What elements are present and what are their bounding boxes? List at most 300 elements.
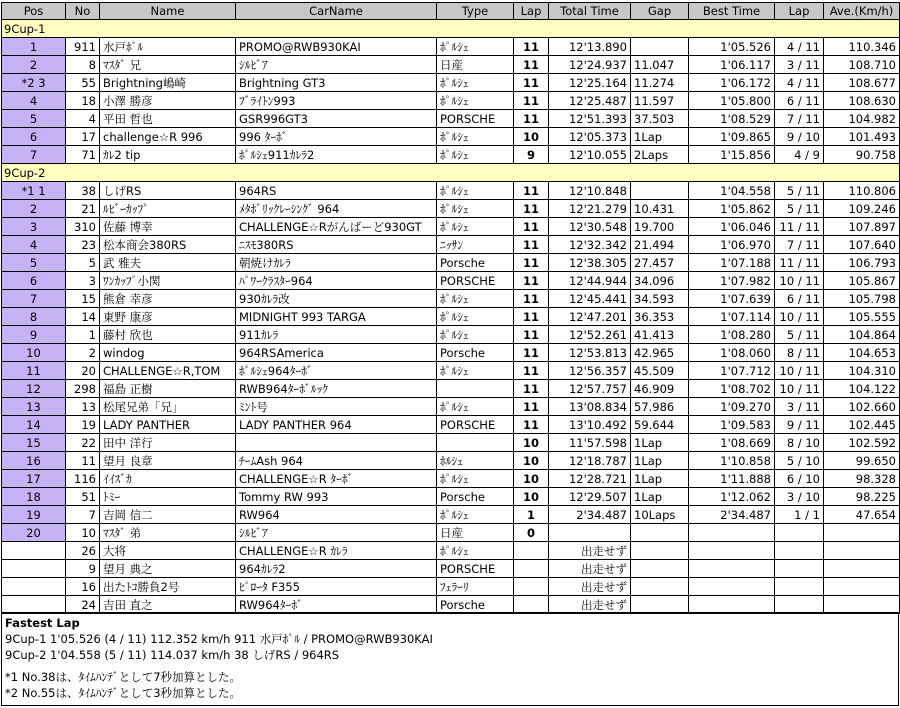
- table-row: [2, 272, 900, 290]
- col-header-ave-speed[interactable]: Ave.(Km/h): [824, 3, 900, 20]
- row-total-time: 出走せず: [549, 560, 631, 578]
- row-type: PORSCHE: [437, 416, 514, 434]
- row-no: 911: [66, 38, 100, 56]
- row-no: 11: [66, 452, 100, 470]
- row-carname: GSR996GT3: [236, 110, 437, 128]
- row-best-lap: 10 / 11: [775, 308, 824, 326]
- row-lap: [514, 578, 549, 596]
- row-no: 19: [66, 416, 100, 434]
- row-total-time: 出走せず: [549, 542, 631, 560]
- row-type: ﾎﾟﾙｼｪ: [437, 74, 514, 92]
- row-lap: 11: [514, 200, 549, 218]
- row-carname: ﾌﾞﾗｲﾄﾝ993: [236, 92, 437, 110]
- row-pos: 2: [2, 56, 66, 74]
- row-best-time: 1'05.800: [689, 92, 775, 110]
- row-ave-speed: [824, 560, 900, 578]
- row-pos: 16: [2, 452, 66, 470]
- row-best-time: 1'08.669: [689, 434, 775, 452]
- row-lap: 11: [514, 380, 549, 398]
- row-carname: LADY PANTHER 964: [236, 416, 437, 434]
- row-best-time: 1'05.862: [689, 200, 775, 218]
- row-total-time: 12'32.342: [549, 236, 631, 254]
- row-carname: 911ｶﾚﾗ: [236, 326, 437, 344]
- row-type: Porsche: [437, 344, 514, 362]
- row-type: Porsche: [437, 254, 514, 272]
- row-ave-speed: 106.793: [824, 254, 900, 272]
- row-total-time: 13'10.492: [549, 416, 631, 434]
- row-type: ﾎﾟﾙｼｪ: [437, 308, 514, 326]
- row-carname: Tommy RW 993: [236, 488, 437, 506]
- row-best-time: 1'08.280: [689, 326, 775, 344]
- row-total-time: 出走せず: [549, 596, 631, 614]
- row-best-time: 1'07.712: [689, 362, 775, 380]
- row-total-time: 12'44.944: [549, 272, 631, 290]
- col-header-type[interactable]: Type: [437, 3, 514, 20]
- row-gap: 1Lap: [631, 452, 689, 470]
- row-pos: 8: [2, 308, 66, 326]
- row-best-lap: [775, 560, 824, 578]
- row-carname: ｼﾙﾋﾞｱ: [236, 524, 437, 542]
- row-type: ﾎﾟﾙｼｪ: [437, 218, 514, 236]
- row-carname: ﾊﾟﾜｰｸﾗｽﾀｰ964: [236, 272, 437, 290]
- row-lap: 11: [514, 110, 549, 128]
- row-lap: 11: [514, 362, 549, 380]
- row-best-lap: 3 / 11: [775, 56, 824, 74]
- row-no: 1: [66, 326, 100, 344]
- row-name: ﾏｽﾀﾞ 兄: [100, 56, 236, 74]
- row-ave-speed: 104.982: [824, 110, 900, 128]
- group-title: 9Cup-2: [2, 164, 900, 182]
- row-type: ﾌｪﾗｰﾘ: [437, 578, 514, 596]
- row-gap: 19.700: [631, 218, 689, 236]
- row-pos: 4: [2, 92, 66, 110]
- row-no: 24: [66, 596, 100, 614]
- row-type: ﾎﾟﾙｼｪ: [437, 38, 514, 56]
- row-best-time: 1'07.639: [689, 290, 775, 308]
- row-best-lap: 10 / 11: [775, 362, 824, 380]
- row-type: 日産: [437, 524, 514, 542]
- row-name: しげRS: [100, 182, 236, 200]
- footnote-2: *2 No.55は、ﾀｲﾑﾊﾝﾃﾞとして3秒加算とした。: [5, 686, 242, 700]
- row-lap: 11: [514, 344, 549, 362]
- row-gap: 46.909: [631, 380, 689, 398]
- row-carname: ﾆｽﾓ380RS: [236, 236, 437, 254]
- row-ave-speed: 104.310: [824, 362, 900, 380]
- row-name: 吉岡 信二: [100, 506, 236, 524]
- row-type: PORSCHE: [437, 110, 514, 128]
- row-pos: 5: [2, 254, 66, 272]
- col-header-pos[interactable]: Pos: [2, 3, 66, 20]
- row-carname: RW964ﾀｰﾎﾞ: [236, 596, 437, 614]
- row-total-time: 12'56.357: [549, 362, 631, 380]
- row-carname: ﾒﾀﾎﾞﾘｯｸﾚｰｼﾝｸﾞ 964: [236, 200, 437, 218]
- row-total-time: 12'45.441: [549, 290, 631, 308]
- row-gap: [631, 578, 689, 596]
- row-ave-speed: 104.122: [824, 380, 900, 398]
- row-name: 吉田 直之: [100, 596, 236, 614]
- row-total-time: 12'47.201: [549, 308, 631, 326]
- row-gap: 59.644: [631, 416, 689, 434]
- row-best-time: [689, 596, 775, 614]
- row-lap: 11: [514, 308, 549, 326]
- row-total-time: 12'28.721: [549, 470, 631, 488]
- table-row: [2, 344, 900, 362]
- row-name: 平田 哲也: [100, 110, 236, 128]
- row-pos: 1: [2, 38, 66, 56]
- row-lap: 11: [514, 56, 549, 74]
- row-lap: 11: [514, 236, 549, 254]
- table-row: [2, 542, 900, 560]
- row-pos: 13: [2, 398, 66, 416]
- fastest-lap-cup1: 9Cup-1 1'05.526 (4 / 11) 112.352 km/h 911 水戸ﾎﾟﾙ / PROMO@RWB930KAI: [5, 632, 433, 646]
- row-name: 水戸ﾎﾟﾙ: [100, 38, 236, 56]
- row-best-lap: 6 / 11: [775, 290, 824, 308]
- row-pos: [2, 560, 66, 578]
- row-carname: RW964: [236, 506, 437, 524]
- row-best-lap: 5 / 10: [775, 452, 824, 470]
- row-no: 310: [66, 218, 100, 236]
- row-no: 55: [66, 74, 100, 92]
- row-ave-speed: 108.710: [824, 56, 900, 74]
- table-row: [2, 308, 900, 326]
- col-header-gap[interactable]: Gap: [631, 3, 689, 20]
- row-lap: 11: [514, 290, 549, 308]
- row-name: 望月 良章: [100, 452, 236, 470]
- table-row: [2, 254, 900, 272]
- row-no: 7: [66, 506, 100, 524]
- row-best-lap: 5 / 11: [775, 326, 824, 344]
- row-best-lap: [775, 578, 824, 596]
- table-row: [2, 596, 900, 614]
- row-no: 21: [66, 200, 100, 218]
- row-ave-speed: 99.650: [824, 452, 900, 470]
- col-header-total-time[interactable]: Total Time: [549, 3, 631, 20]
- row-type: ﾎﾟﾙｼｪ: [437, 326, 514, 344]
- row-type: ﾆｯｻﾝ: [437, 236, 514, 254]
- row-best-lap: 4 / 11: [775, 74, 824, 92]
- row-total-time: 12'29.507: [549, 488, 631, 506]
- row-pos: 10: [2, 344, 66, 362]
- row-pos: 15: [2, 434, 66, 452]
- row-ave-speed: 105.798: [824, 290, 900, 308]
- footnote-1: *1 No.38は、ﾀｲﾑﾊﾝﾃﾞとして7秒加算とした。: [5, 670, 242, 684]
- table-row: [2, 416, 900, 434]
- row-name: ｲｲｽﾞｶ: [100, 470, 236, 488]
- row-best-lap: 9 / 11: [775, 416, 824, 434]
- row-total-time: 12'18.787: [549, 452, 631, 470]
- table-row: [2, 56, 900, 74]
- row-lap: 11: [514, 38, 549, 56]
- row-best-lap: [775, 596, 824, 614]
- row-pos: 12: [2, 380, 66, 398]
- col-header-carname[interactable]: CarName: [236, 3, 437, 20]
- row-total-time: 12'13.890: [549, 38, 631, 56]
- row-gap: 10.431: [631, 200, 689, 218]
- row-best-time: 1'06.117: [689, 56, 775, 74]
- row-no: 2: [66, 344, 100, 362]
- row-total-time: 13'08.834: [549, 398, 631, 416]
- row-best-time: [689, 524, 775, 542]
- row-type: ﾎﾟﾙｼｪ: [437, 506, 514, 524]
- row-best-time: 1'08.060: [689, 344, 775, 362]
- table-row: [2, 524, 900, 542]
- row-total-time: 12'52.261: [549, 326, 631, 344]
- row-pos: 17: [2, 470, 66, 488]
- row-total-time: 12'25.164: [549, 74, 631, 92]
- row-name: ﾜﾝｶｯﾌﾟ小関: [100, 272, 236, 290]
- fastest-lap-title: Fastest Lap: [5, 616, 80, 630]
- row-gap: 11.274: [631, 74, 689, 92]
- row-no: 14: [66, 308, 100, 326]
- row-name: 藤村 欣也: [100, 326, 236, 344]
- row-carname: 930ｶﾚﾗ改: [236, 290, 437, 308]
- row-lap: 10: [514, 470, 549, 488]
- row-no: 20: [66, 362, 100, 380]
- table-row: [2, 506, 900, 524]
- row-best-lap: 3 / 11: [775, 398, 824, 416]
- row-ave-speed: 98.225: [824, 488, 900, 506]
- row-best-lap: 7 / 11: [775, 236, 824, 254]
- row-name: CHALLENGE☆R,TOM: [100, 362, 236, 380]
- row-name: windog: [100, 344, 236, 362]
- row-gap: 11.047: [631, 56, 689, 74]
- table-row: [2, 92, 900, 110]
- row-carname: RWB964ﾀｰﾎﾞﾙｯｸ: [236, 380, 437, 398]
- row-ave-speed: 108.677: [824, 74, 900, 92]
- row-gap: 42.965: [631, 344, 689, 362]
- col-header-best-lap[interactable]: Lap: [775, 3, 824, 20]
- row-lap: 1: [514, 506, 549, 524]
- row-carname: ﾁｰﾑAsh 964: [236, 452, 437, 470]
- row-lap: 11: [514, 254, 549, 272]
- row-carname: 964ｶﾚﾗ2: [236, 560, 437, 578]
- row-pos: 5: [2, 110, 66, 128]
- row-best-time: 1'09.583: [689, 416, 775, 434]
- row-type: ﾎﾟﾙｼｪ: [437, 200, 514, 218]
- row-pos: [2, 596, 66, 614]
- row-no: 23: [66, 236, 100, 254]
- row-gap: [631, 524, 689, 542]
- row-no: 8: [66, 56, 100, 74]
- row-best-lap: [775, 542, 824, 560]
- row-name: 望月 典之: [100, 560, 236, 578]
- row-type: Porsche: [437, 596, 514, 614]
- table-row: [2, 470, 900, 488]
- row-total-time: 12'30.548: [549, 218, 631, 236]
- row-best-lap: 5 / 11: [775, 182, 824, 200]
- row-carname: ﾎﾟﾙｼｪ964ﾀｰﾎﾞ: [236, 362, 437, 380]
- row-type: PORSCHE: [437, 560, 514, 578]
- row-ave-speed: 110.346: [824, 38, 900, 56]
- row-best-lap: 3 / 10: [775, 488, 824, 506]
- row-best-time: 1'06.172: [689, 74, 775, 92]
- row-lap: 11: [514, 416, 549, 434]
- row-type: ﾎﾟﾙｼｪ: [437, 92, 514, 110]
- row-total-time: 12'10.848: [549, 182, 631, 200]
- row-gap: 10Laps: [631, 506, 689, 524]
- row-total-time: 出走せず: [549, 578, 631, 596]
- row-name: challenge☆R 996: [100, 128, 236, 146]
- row-gap: 1Lap: [631, 434, 689, 452]
- row-gap: 21.494: [631, 236, 689, 254]
- row-lap: 10: [514, 452, 549, 470]
- row-lap: [514, 542, 549, 560]
- row-total-time: 12'25.487: [549, 92, 631, 110]
- row-best-time: 1'05.526: [689, 38, 775, 56]
- row-name: 出たﾄｺ勝負2号: [100, 578, 236, 596]
- row-best-time: 1'10.858: [689, 452, 775, 470]
- row-pos: 2: [2, 200, 66, 218]
- row-total-time: 12'10.055: [549, 146, 631, 164]
- row-gap: 2Laps: [631, 146, 689, 164]
- table-row: [2, 326, 900, 344]
- row-no: 15: [66, 290, 100, 308]
- fastest-lap-cup2: 9Cup-2 1'04.558 (5 / 11) 114.037 km/h 38 しげRS / 964RS: [5, 648, 340, 662]
- row-carname: 朝焼けｶﾚﾗ: [236, 254, 437, 272]
- row-carname: CHALLENGE☆Rがんばーど930GT: [236, 218, 437, 236]
- row-best-lap: 8 / 11: [775, 344, 824, 362]
- row-pos: 18: [2, 488, 66, 506]
- table-row: [2, 236, 900, 254]
- row-gap: [631, 542, 689, 560]
- row-ave-speed: 108.630: [824, 92, 900, 110]
- row-ave-speed: 104.653: [824, 344, 900, 362]
- row-lap: 10: [514, 488, 549, 506]
- group-header-row: [2, 20, 900, 38]
- row-name: 佐藤 博幸: [100, 218, 236, 236]
- row-gap: 11.597: [631, 92, 689, 110]
- row-gap: 37.503: [631, 110, 689, 128]
- table-row: [2, 74, 900, 92]
- row-no: 16: [66, 578, 100, 596]
- row-name: ｶﾚ2 tip: [100, 146, 236, 164]
- row-no: 38: [66, 182, 100, 200]
- row-carname: MIDNIGHT 993 TARGA: [236, 308, 437, 326]
- row-pos: 6: [2, 128, 66, 146]
- table-row: [2, 290, 900, 308]
- row-best-time: [689, 560, 775, 578]
- row-lap: 11: [514, 74, 549, 92]
- row-best-lap: 4 / 11: [775, 38, 824, 56]
- row-lap: 10: [514, 434, 549, 452]
- col-header-lap[interactable]: Lap: [514, 3, 549, 20]
- row-pos: 3: [2, 218, 66, 236]
- row-ave-speed: 102.445: [824, 416, 900, 434]
- table-row: [2, 110, 900, 128]
- group-title: 9Cup-1: [2, 20, 900, 38]
- row-type: [437, 380, 514, 398]
- row-no: 116: [66, 470, 100, 488]
- row-name: 武 雅夫: [100, 254, 236, 272]
- row-gap: [631, 182, 689, 200]
- row-total-time: 12'21.279: [549, 200, 631, 218]
- row-no: 4: [66, 110, 100, 128]
- row-pos: 20: [2, 524, 66, 542]
- row-type: [437, 434, 514, 452]
- row-type: ﾎﾙｼｪ: [437, 452, 514, 470]
- row-name: ﾙﾋﾞｰｶｯﾌﾟ: [100, 200, 236, 218]
- row-lap: 11: [514, 218, 549, 236]
- row-name: 田中 洋行: [100, 434, 236, 452]
- row-gap: 1Lap: [631, 470, 689, 488]
- row-name: 小澤 勝彦: [100, 92, 236, 110]
- row-carname: 996 ﾀｰﾎﾞ: [236, 128, 437, 146]
- row-carname: ﾋﾟﾛｰﾀ F355: [236, 578, 437, 596]
- row-lap: 10: [514, 128, 549, 146]
- row-ave-speed: 104.864: [824, 326, 900, 344]
- row-best-lap: 6 / 10: [775, 470, 824, 488]
- row-total-time: 11'57.598: [549, 434, 631, 452]
- row-carname: 964RS: [236, 182, 437, 200]
- row-best-time: 1'11.888: [689, 470, 775, 488]
- table-row: [2, 452, 900, 470]
- col-header-name[interactable]: Name: [100, 3, 236, 20]
- header-row: [2, 3, 900, 20]
- row-no: 298: [66, 380, 100, 398]
- row-best-time: 1'15.856: [689, 146, 775, 164]
- row-ave-speed: 101.493: [824, 128, 900, 146]
- row-best-time: 1'08.529: [689, 110, 775, 128]
- row-name: 熊倉 幸彦: [100, 290, 236, 308]
- row-name: 松尾兄弟「兄」: [100, 398, 236, 416]
- row-gap: 34.593: [631, 290, 689, 308]
- row-type: ﾎﾟﾙｼｪ: [437, 362, 514, 380]
- table-row: [2, 362, 900, 380]
- col-header-best-time[interactable]: Best Time: [689, 3, 775, 20]
- row-name: 大将: [100, 542, 236, 560]
- fastest-lap-footer: [1, 612, 899, 706]
- row-best-time: 1'07.114: [689, 308, 775, 326]
- table-row: [2, 218, 900, 236]
- row-gap: [631, 38, 689, 56]
- row-pos: 4: [2, 236, 66, 254]
- row-no: 3: [66, 272, 100, 290]
- row-pos: *1 1: [2, 182, 66, 200]
- row-ave-speed: 102.660: [824, 398, 900, 416]
- row-gap: 57.986: [631, 398, 689, 416]
- row-pos: 6: [2, 272, 66, 290]
- row-best-time: 1'06.970: [689, 236, 775, 254]
- row-pos: 7: [2, 146, 66, 164]
- table-row: [2, 146, 900, 164]
- row-type: ﾎﾟﾙｼｪ: [437, 470, 514, 488]
- row-pos: 19: [2, 506, 66, 524]
- row-lap: 11: [514, 92, 549, 110]
- row-best-time: 1'08.702: [689, 380, 775, 398]
- row-pos: [2, 542, 66, 560]
- row-type: ﾎﾟﾙｼｪ: [437, 182, 514, 200]
- row-best-lap: 9 / 10: [775, 128, 824, 146]
- row-type: ﾎﾟﾙｼｪ: [437, 542, 514, 560]
- table-row: [2, 200, 900, 218]
- table-row: [2, 38, 900, 56]
- row-name: Brightning嶋崎: [100, 74, 236, 92]
- col-header-no[interactable]: No: [66, 3, 100, 20]
- row-carname: CHALLENGE☆R ｶﾚﾗ: [236, 542, 437, 560]
- row-ave-speed: 47.654: [824, 506, 900, 524]
- row-total-time: 12'51.393: [549, 110, 631, 128]
- row-name: 福島 正樹: [100, 380, 236, 398]
- row-carname: ｼﾙﾋﾞｱ: [236, 56, 437, 74]
- row-best-time: 1'07.188: [689, 254, 775, 272]
- row-lap: 9: [514, 146, 549, 164]
- row-ave-speed: 107.640: [824, 236, 900, 254]
- table-row: [2, 434, 900, 452]
- row-type: ﾎﾟﾙｼｪ: [437, 146, 514, 164]
- row-ave-speed: 98.328: [824, 470, 900, 488]
- row-gap: 36.353: [631, 308, 689, 326]
- row-type: ﾎﾟﾙｼｪ: [437, 290, 514, 308]
